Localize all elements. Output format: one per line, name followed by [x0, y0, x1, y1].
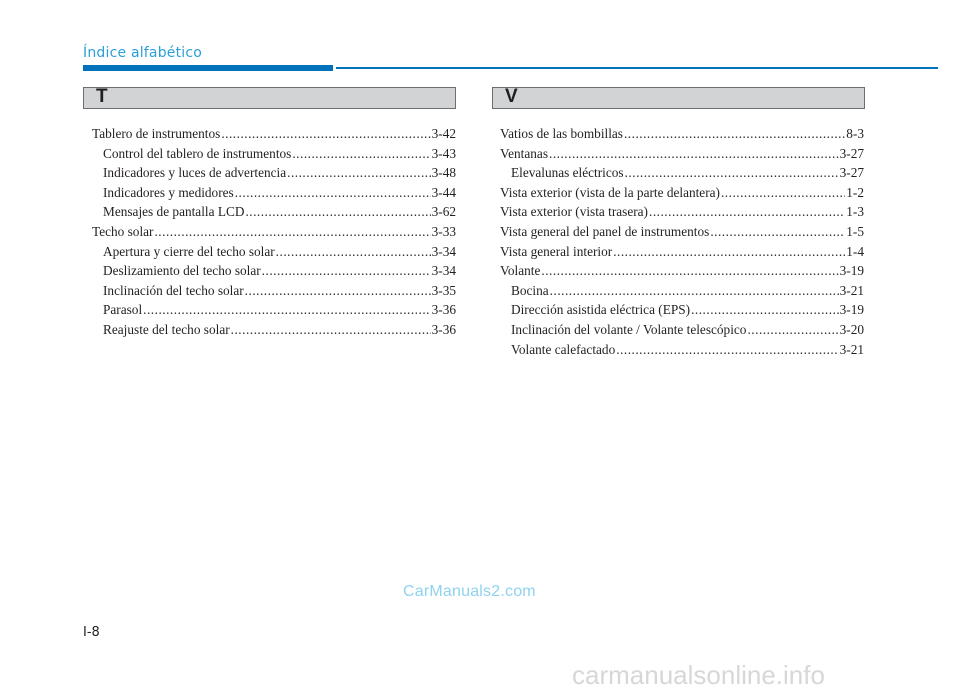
entry-label: Indicadores y medidores	[103, 184, 234, 200]
index-entry	[500, 320, 864, 340]
entry-label: Ventanas	[500, 145, 548, 161]
entry-page: 1-3	[846, 204, 864, 220]
dot-leader	[649, 202, 845, 222]
index-entry	[92, 144, 456, 164]
index-entry	[92, 300, 456, 320]
entry-label: Apertura y cierre del techo solar	[103, 243, 275, 259]
index-entry	[500, 281, 864, 301]
index-entry	[92, 202, 456, 222]
entry-label: Reajuste del techo solar	[103, 321, 230, 337]
index-column-t	[92, 124, 456, 340]
index-entry	[500, 222, 864, 242]
entry-page: 3-44	[431, 184, 456, 200]
index-entry	[92, 124, 456, 144]
entry-label: Techo solar	[92, 223, 154, 239]
entry-label: Tablero de instrumentos	[92, 126, 221, 141]
entry-label: Bocina	[511, 282, 549, 298]
entry-page: 1-5	[846, 223, 864, 239]
watermark-bottom: carmanualsonline.info	[572, 660, 825, 690]
entry-page: 3-20	[839, 321, 864, 337]
entry-page: 3-27	[839, 165, 864, 181]
index-column-v	[500, 124, 864, 359]
dot-leader	[262, 261, 431, 281]
entry-label: Deslizamiento del techo solar	[103, 263, 261, 279]
entry-page: 3-36	[431, 302, 456, 318]
page-number: I-8	[83, 625, 100, 640]
entry-label: Vista general interior	[500, 243, 613, 259]
index-entry	[92, 281, 456, 301]
entry-label: Control del tablero de instrumentos	[103, 145, 292, 161]
entry-page: 1-4	[846, 243, 864, 259]
dot-leader	[747, 320, 838, 340]
dot-leader	[154, 222, 430, 242]
index-entry	[500, 340, 864, 360]
entry-label: Elevalunas eléctricos	[511, 165, 624, 181]
entry-label: Volante calefactado	[511, 341, 616, 357]
dot-leader	[221, 124, 430, 144]
letter-heading-v: V	[505, 86, 518, 107]
index-entry	[92, 261, 456, 281]
letter-bar-v	[492, 87, 865, 109]
index-entry	[92, 183, 456, 203]
entry-page: 3-62	[431, 204, 456, 220]
header-rule-thin	[336, 67, 938, 69]
entry-label: Mensajes de pantalla LCD	[103, 204, 245, 220]
entry-page: 3-34	[431, 263, 456, 279]
dot-leader	[143, 300, 430, 320]
entry-label: Vista general del panel de instrumentos	[500, 223, 710, 239]
index-entry	[500, 183, 864, 203]
dot-leader	[613, 242, 845, 262]
watermark-site: CarManuals2.com	[403, 583, 536, 600]
dot-leader	[235, 183, 431, 203]
index-entry	[92, 242, 456, 262]
index-entry	[500, 124, 864, 144]
entry-page: 3-21	[839, 282, 864, 298]
dot-leader	[549, 144, 839, 164]
index-entry	[500, 300, 864, 320]
entry-page: 3-34	[431, 243, 456, 259]
entry-page: 3-35	[431, 282, 456, 298]
dot-leader	[625, 163, 839, 183]
letter-heading-t: T	[96, 86, 108, 107]
letter-bar-t	[83, 87, 456, 109]
entry-label: Vista exterior (vista trasera)	[500, 204, 648, 220]
entry-page: 3-27	[839, 145, 864, 161]
index-entry	[500, 163, 864, 183]
index-entry	[500, 144, 864, 164]
header-rule-thick	[83, 65, 333, 71]
dot-leader	[292, 144, 430, 164]
entry-page: 1-2	[846, 184, 864, 200]
dot-leader	[691, 300, 839, 320]
index-entry	[92, 222, 456, 242]
index-entry	[500, 242, 864, 262]
dot-leader	[276, 242, 431, 262]
entry-page: 8-3	[846, 126, 864, 141]
entry-label: Inclinación del volante / Volante telescópico	[511, 321, 747, 337]
entry-page: 3-43	[431, 145, 456, 161]
dot-leader	[616, 340, 838, 360]
dot-leader	[245, 202, 430, 222]
dot-leader	[710, 222, 845, 242]
entry-page: 3-48	[431, 165, 456, 181]
index-entry	[92, 320, 456, 340]
index-entry	[92, 163, 456, 183]
dot-leader	[541, 261, 838, 281]
entry-label: Inclinación del techo solar	[103, 282, 244, 298]
entry-page: 3-42	[431, 126, 456, 141]
dot-leader	[231, 320, 431, 340]
entry-page: 3-19	[839, 263, 864, 279]
section-title: Índice alfabético	[83, 45, 203, 61]
entry-label: Parasol	[103, 302, 143, 318]
entry-page: 3-33	[431, 223, 456, 239]
dot-leader	[245, 281, 431, 301]
entry-label: Vista exterior (vista de la parte delantera)	[500, 184, 720, 200]
entry-label: Vatios de las bombillas	[500, 126, 623, 141]
entry-label: Indicadores y luces de advertencia	[103, 165, 287, 181]
entry-page: 3-21	[839, 341, 864, 357]
index-entry	[500, 202, 864, 222]
entry-label: Volante	[500, 263, 541, 279]
entry-page: 3-19	[839, 302, 864, 318]
index-entry	[500, 261, 864, 281]
dot-leader	[721, 183, 845, 203]
entry-label: Dirección asistida eléctrica (EPS)	[511, 302, 691, 318]
entry-page: 3-36	[431, 321, 456, 337]
dot-leader	[550, 281, 839, 301]
dot-leader	[624, 124, 845, 144]
dot-leader	[287, 163, 431, 183]
